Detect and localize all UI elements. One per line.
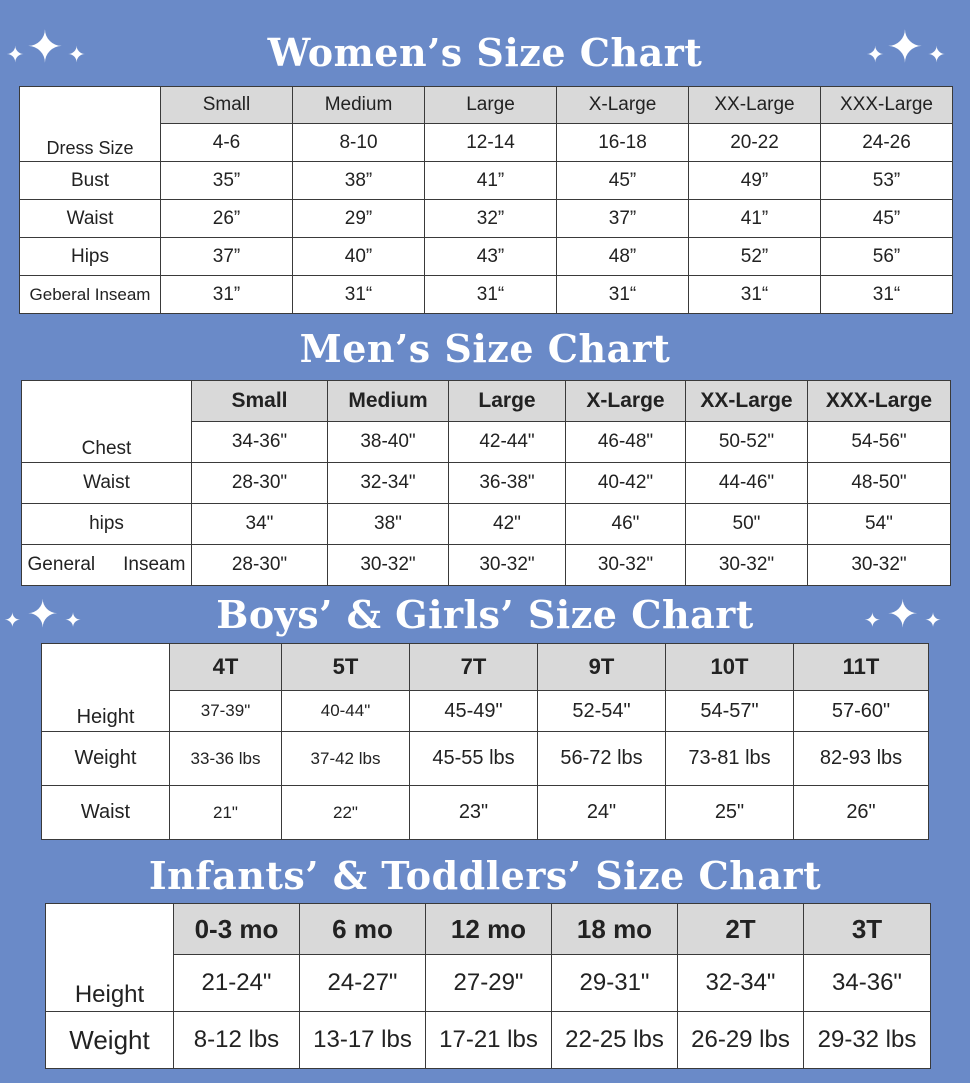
table-cell: 21" <box>170 786 282 840</box>
table-cell: 24-26 <box>821 124 953 162</box>
table-cell: 24-27" <box>300 955 426 1012</box>
table-cell: 34-36" <box>192 422 328 463</box>
sparkle-icon: ✦ <box>26 592 59 636</box>
table-cell: 50-52" <box>686 422 808 463</box>
table-cell: 42" <box>449 504 566 545</box>
table-cell: 53” <box>821 162 953 200</box>
table-cell: 22" <box>282 786 410 840</box>
table-cell: 26-29 lbs <box>678 1012 804 1069</box>
table-cell: 40” <box>293 238 425 276</box>
table-cell: 56” <box>821 238 953 276</box>
table-cell: 30-32" <box>686 545 808 586</box>
column-header: 11T <box>794 644 929 691</box>
table-row <box>42 732 929 786</box>
row-label: Hips <box>20 238 161 276</box>
table-cell: 56-72 lbs <box>538 732 666 786</box>
table-cell: 42-44" <box>449 422 566 463</box>
column-header: 6 mo <box>300 904 426 955</box>
table-cell: 24" <box>538 786 666 840</box>
column-header: X-Large <box>557 87 689 124</box>
row-label: Bust <box>20 162 161 200</box>
table-row <box>46 1012 931 1069</box>
table-row <box>20 162 953 200</box>
table-cell: 17-21 lbs <box>426 1012 552 1069</box>
table-cell: 28-30" <box>192 545 328 586</box>
column-header: Medium <box>328 381 449 422</box>
table-cell: 28-30" <box>192 463 328 504</box>
row-label: Weight <box>46 1012 174 1069</box>
table-cell: 46-48" <box>566 422 686 463</box>
table-cell: 22-25 lbs <box>552 1012 678 1069</box>
table-cell: 30-32" <box>449 545 566 586</box>
sparkle-icon: ✦ <box>6 43 25 68</box>
kids-chart-title: Boys’ & Girls’ Size Chart <box>216 592 754 637</box>
women-chart-title: Women’s Size Chart <box>267 30 703 75</box>
table-cell: 31“ <box>425 276 557 314</box>
table-cell: 54" <box>808 504 951 545</box>
column-header: Small <box>192 381 328 422</box>
table-row <box>22 463 951 504</box>
column-header: Small <box>161 87 293 124</box>
table-cell: 31“ <box>689 276 821 314</box>
table-cell: 52” <box>689 238 821 276</box>
table-cell: 40-42" <box>566 463 686 504</box>
column-header: 9T <box>538 644 666 691</box>
sparkle-icon: ✦ <box>26 22 64 73</box>
table-cell: 43” <box>425 238 557 276</box>
table-cell: 45-55 lbs <box>410 732 538 786</box>
table-cell: 41” <box>425 162 557 200</box>
sparkle-icon: ✦ <box>864 608 881 632</box>
table-cell: 33-36 lbs <box>170 732 282 786</box>
table-cell: 37-39" <box>170 691 282 732</box>
sparkle-icon: ✦ <box>886 22 924 73</box>
table-cell: 54-56" <box>808 422 951 463</box>
row-label: Weight <box>42 732 170 786</box>
table-header-row <box>42 644 929 691</box>
table-cell: 37” <box>557 200 689 238</box>
table-row <box>20 238 953 276</box>
table-cell: 34" <box>192 504 328 545</box>
sparkle-icon: ✦ <box>924 608 942 632</box>
table-cell: 30-32" <box>808 545 951 586</box>
sparkle-icon: ✦ <box>866 43 885 68</box>
column-header: XXX-Large <box>821 87 953 124</box>
table-cell: 45-49" <box>410 691 538 732</box>
table-cell: 26" <box>794 786 929 840</box>
sparkle-icon: ✦ <box>4 608 21 632</box>
table-cell: 16-18 <box>557 124 689 162</box>
table-cell: 73-81 lbs <box>666 732 794 786</box>
table-cell: 54-57" <box>666 691 794 732</box>
table-cell: 44-46" <box>686 463 808 504</box>
table-cell: 8-12 lbs <box>174 1012 300 1069</box>
table-cell: 41” <box>689 200 821 238</box>
table-cell: 30-32" <box>566 545 686 586</box>
table-cell: 27-29" <box>426 955 552 1012</box>
column-header: XX-Large <box>689 87 821 124</box>
column-header: XXX-Large <box>808 381 951 422</box>
column-header: Large <box>449 381 566 422</box>
column-header: 4T <box>170 644 282 691</box>
table-cell: 46" <box>566 504 686 545</box>
women-size-table <box>19 86 953 314</box>
table-cell: 31“ <box>293 276 425 314</box>
table-cell: 26” <box>161 200 293 238</box>
men-chart-title: Men’s Size Chart <box>299 326 671 371</box>
sparkle-icon: ✦ <box>64 608 82 632</box>
row-label-part: Inseam <box>123 554 186 575</box>
table-cell: 29-31" <box>552 955 678 1012</box>
column-header: 0-3 mo <box>174 904 300 955</box>
column-header: 18 mo <box>552 904 678 955</box>
table-cell: 12-14 <box>425 124 557 162</box>
table-cell: 49” <box>689 162 821 200</box>
table-cell: 48-50" <box>808 463 951 504</box>
column-header: X-Large <box>566 381 686 422</box>
kids-size-table <box>41 643 929 840</box>
row-label: Waist <box>20 200 161 238</box>
table-cell: 45” <box>557 162 689 200</box>
table-cell: 38" <box>328 504 449 545</box>
row-label-part: General <box>27 554 96 575</box>
table-cell: 48” <box>557 238 689 276</box>
table-cell: 36-38" <box>449 463 566 504</box>
table-cell: 30-32" <box>328 545 449 586</box>
table-cell: 82-93 lbs <box>794 732 929 786</box>
table-header-row <box>22 381 951 422</box>
table-row <box>20 200 953 238</box>
height-label: Height <box>46 904 174 1012</box>
table-row <box>42 691 929 732</box>
table-cell: 31“ <box>557 276 689 314</box>
table-cell: 45” <box>821 200 953 238</box>
table-cell: 31“ <box>821 276 953 314</box>
table-cell: 29-32 lbs <box>804 1012 931 1069</box>
table-cell: 38” <box>293 162 425 200</box>
infants-size-table <box>45 903 931 1069</box>
row-label: Waist <box>42 786 170 840</box>
table-cell: 35” <box>161 162 293 200</box>
infants-chart-title: Infants’ & Toddlers’ Size Chart <box>148 853 822 898</box>
table-cell: 4-6 <box>161 124 293 162</box>
table-cell: 40-44" <box>282 691 410 732</box>
row-label: Waist <box>22 463 192 504</box>
table-cell: 23" <box>410 786 538 840</box>
column-header: 3T <box>804 904 931 955</box>
table-row <box>42 786 929 840</box>
table-cell: 37-42 lbs <box>282 732 410 786</box>
table-header-row <box>46 904 931 955</box>
table-cell: 32-34" <box>678 955 804 1012</box>
column-header: 10T <box>666 644 794 691</box>
height-label: Height <box>42 644 170 732</box>
table-cell: 8-10 <box>293 124 425 162</box>
column-header: 7T <box>410 644 538 691</box>
column-header: 5T <box>282 644 410 691</box>
sparkle-icon: ✦ <box>67 43 86 68</box>
table-header-row <box>20 87 953 124</box>
table-cell: 32-34" <box>328 463 449 504</box>
column-header: Large <box>425 87 557 124</box>
table-cell: 37” <box>161 238 293 276</box>
column-header: 2T <box>678 904 804 955</box>
table-cell: 34-36" <box>804 955 931 1012</box>
table-cell: 29” <box>293 200 425 238</box>
row-label: Geberal Inseam <box>20 276 161 314</box>
sparkle-icon: ✦ <box>886 592 919 636</box>
column-header: 12 mo <box>426 904 552 955</box>
table-cell: 25" <box>666 786 794 840</box>
table-cell: 52-54" <box>538 691 666 732</box>
table-cell: 31” <box>161 276 293 314</box>
men-size-table <box>21 380 951 586</box>
table-cell: 50" <box>686 504 808 545</box>
table-cell: 20-22 <box>689 124 821 162</box>
table-cell: 21-24" <box>174 955 300 1012</box>
table-row <box>20 276 953 314</box>
dress-size-label: Dress Size <box>20 87 161 162</box>
table-cell: 57-60" <box>794 691 929 732</box>
column-header: XX-Large <box>686 381 808 422</box>
row-label <box>22 545 192 586</box>
table-row <box>22 545 951 586</box>
table-row <box>22 504 951 545</box>
table-cell: 38-40" <box>328 422 449 463</box>
table-cell: 32” <box>425 200 557 238</box>
chest-label: Chest <box>22 381 192 463</box>
sparkle-icon: ✦ <box>927 43 946 68</box>
row-label: hips <box>22 504 192 545</box>
table-cell: 13-17 lbs <box>300 1012 426 1069</box>
table-row <box>46 955 931 1012</box>
column-header: Medium <box>293 87 425 124</box>
